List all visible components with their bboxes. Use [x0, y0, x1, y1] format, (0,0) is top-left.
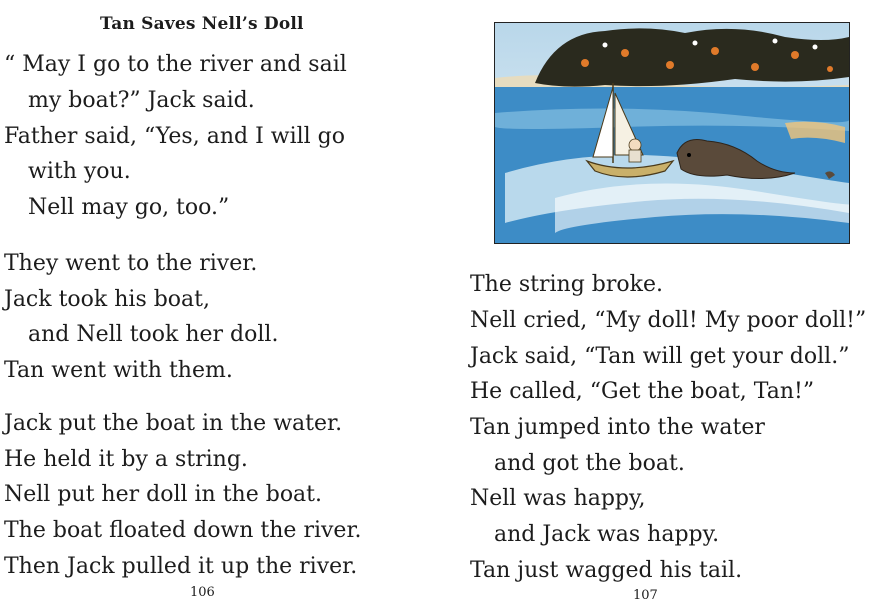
text-line: Tan jumped into the water	[470, 415, 765, 440]
text-line: Father said, “Yes, and I will go	[4, 124, 346, 149]
text-line: Nell cried, “My doll! My poor doll!”	[470, 308, 867, 333]
illustration-boat-dog	[494, 22, 850, 244]
flower	[813, 45, 818, 50]
text-line: Nell put her doll in the boat.	[4, 482, 323, 507]
text-line: my boat?” Jack said.	[28, 88, 255, 113]
doll	[629, 139, 641, 151]
text-line: and Jack was happy.	[494, 522, 720, 547]
flower	[827, 66, 833, 72]
flower	[603, 43, 608, 48]
doll-body	[629, 150, 641, 162]
flower	[711, 47, 719, 55]
flower	[773, 39, 778, 44]
story-title: Tan Saves Nell’s Doll	[100, 14, 304, 34]
right-page	[440, 0, 869, 606]
text-line: Then Jack pulled it up the river.	[4, 554, 358, 579]
text-line: “ May I go to the river and sail	[4, 52, 347, 77]
dog-eye	[687, 153, 691, 157]
flower	[581, 59, 589, 67]
text-line: He called, “Get the boat, Tan!”	[470, 379, 815, 404]
text-line: Jack said, “Tan will get your doll.”	[470, 344, 850, 369]
text-line: Nell may go, too.”	[28, 195, 230, 220]
text-line: Jack put the boat in the water.	[4, 411, 343, 436]
text-line: Nell was happy,	[470, 486, 646, 511]
text-line: Tan just wagged his tail.	[470, 558, 743, 583]
flower	[751, 63, 759, 71]
text-line: The string broke.	[470, 272, 663, 297]
left-page	[0, 0, 420, 606]
flower	[621, 49, 629, 57]
flower	[791, 51, 799, 59]
text-line: with you.	[28, 159, 131, 184]
page-number: 107	[633, 588, 658, 603]
flower	[666, 61, 674, 69]
text-line: The boat floated down the river.	[4, 518, 362, 543]
text-line: and Nell took her doll.	[28, 322, 279, 347]
page-number: 106	[190, 585, 215, 600]
text-line: Tan went with them.	[4, 358, 233, 383]
text-line: They went to the river.	[4, 251, 258, 276]
flower	[693, 41, 698, 46]
text-line: and got the boat.	[494, 451, 685, 476]
text-line: He held it by a string.	[4, 447, 248, 472]
text-line: Jack took his boat,	[4, 287, 211, 312]
